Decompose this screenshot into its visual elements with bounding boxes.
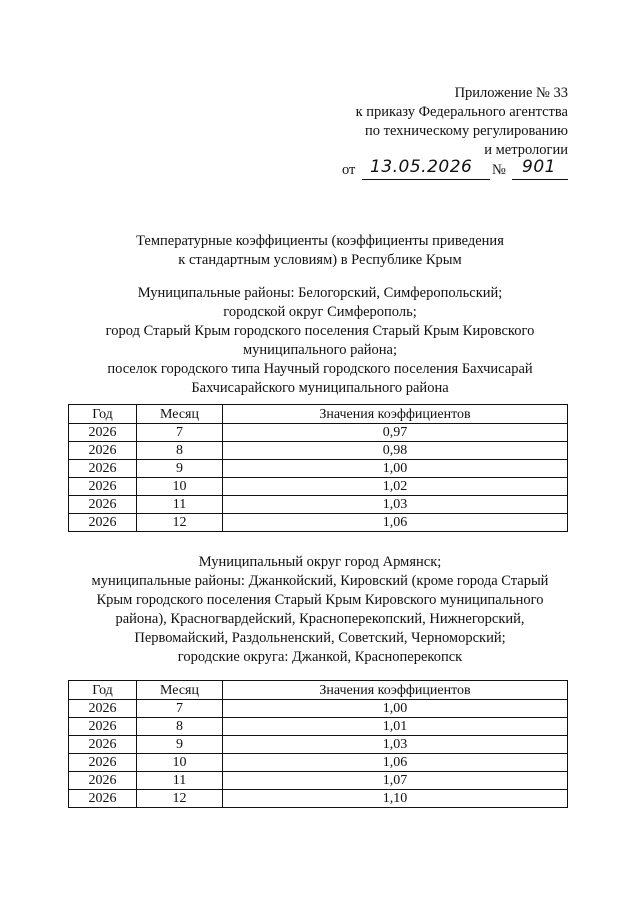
cell-value: 1,07 <box>223 772 568 790</box>
cell-value: 1,03 <box>223 496 568 514</box>
cell-value: 1,03 <box>223 736 568 754</box>
table-row <box>69 700 568 718</box>
document-title <box>40 232 600 270</box>
section1-regions <box>40 284 600 398</box>
table-row <box>69 514 568 532</box>
cell-year: 2026 <box>69 424 137 442</box>
header-year: Год <box>69 681 137 700</box>
table-row <box>69 736 568 754</box>
cell-year: 2026 <box>69 442 137 460</box>
cell-month: 7 <box>137 700 223 718</box>
header-line: и метрологии <box>484 142 568 158</box>
region-line: Муниципальный округ город Армянск; <box>198 554 442 570</box>
coefficients-table-1 <box>68 404 568 532</box>
region-line: город Старый Крым городского поселения Старый Крым Кировского <box>105 323 535 339</box>
region-line: городской округ Симферополь; <box>223 304 417 320</box>
cell-month: 8 <box>137 718 223 736</box>
coefficients-table-2 <box>68 680 568 808</box>
cell-value: 1,00 <box>223 700 568 718</box>
header-month: Месяц <box>137 681 223 700</box>
header-line: по техническому регулированию <box>364 123 568 139</box>
table-row <box>69 424 568 442</box>
cell-year: 2026 <box>69 460 137 478</box>
table-row <box>69 478 568 496</box>
cell-value: 1,01 <box>223 718 568 736</box>
cell-value: 1,06 <box>223 754 568 772</box>
region-line: поселок городского типа Научный городского поселения Бахчисарай <box>107 361 533 377</box>
region-line: Первомайский, Раздольненский, Советский, Черноморский; <box>134 630 506 646</box>
cell-month: 12 <box>137 790 223 808</box>
cell-month: 9 <box>137 460 223 478</box>
cell-year: 2026 <box>69 754 137 772</box>
region-line: района), Красногвардейский, Красноперекопский, Нижнегорский, <box>115 611 525 627</box>
cell-month: 9 <box>137 736 223 754</box>
cell-year: 2026 <box>69 772 137 790</box>
header-value: Значения коэффициентов <box>223 681 568 700</box>
cell-value: 0,98 <box>223 442 568 460</box>
cell-value: 0,97 <box>223 424 568 442</box>
table-row <box>69 754 568 772</box>
order-date-number-line <box>342 157 572 182</box>
table-row <box>69 496 568 514</box>
date-prefix: от <box>342 162 356 178</box>
cell-month: 11 <box>137 496 223 514</box>
cell-month: 8 <box>137 442 223 460</box>
title-line: Температурные коэффициенты (коэффициенты приведения <box>136 233 504 249</box>
cell-year: 2026 <box>69 478 137 496</box>
handwritten-number: 901 <box>522 157 556 177</box>
cell-year: 2026 <box>69 514 137 532</box>
header-year: Год <box>69 405 137 424</box>
cell-value: 1,00 <box>223 460 568 478</box>
table-header-row <box>69 681 568 700</box>
header-value: Значения коэффициентов <box>223 405 568 424</box>
table-row <box>69 790 568 808</box>
title-line: к стандартным условиям) в Республике Крым <box>178 252 462 268</box>
appendix-header <box>356 84 568 160</box>
cell-value: 1,02 <box>223 478 568 496</box>
section2-regions <box>40 553 600 667</box>
region-line: муниципальные районы: Джанкойский, Кировский (кроме города Старый <box>91 573 549 589</box>
cell-year: 2026 <box>69 496 137 514</box>
region-line: Крым городского поселения Старый Крым Кировского муниципального <box>96 592 544 608</box>
cell-year: 2026 <box>69 718 137 736</box>
region-line: Бахчисарайского муниципального района <box>191 380 449 396</box>
table-row <box>69 718 568 736</box>
region-line: городские округа: Джанкой, Красноперекопск <box>177 649 463 665</box>
header-month: Месяц <box>137 405 223 424</box>
cell-month: 10 <box>137 754 223 772</box>
cell-month: 7 <box>137 424 223 442</box>
region-line: Муниципальные районы: Белогорский, Симферопольский; <box>137 285 503 301</box>
header-line: Приложение № 33 <box>454 85 568 101</box>
number-underline <box>512 179 568 180</box>
table-row <box>69 442 568 460</box>
table-header-row <box>69 405 568 424</box>
cell-month: 12 <box>137 514 223 532</box>
cell-year: 2026 <box>69 790 137 808</box>
cell-year: 2026 <box>69 700 137 718</box>
date-underline <box>362 179 490 180</box>
cell-month: 11 <box>137 772 223 790</box>
cell-value: 1,10 <box>223 790 568 808</box>
table-row <box>69 460 568 478</box>
cell-year: 2026 <box>69 736 137 754</box>
header-line: к приказу Федерального агентства <box>355 104 568 120</box>
cell-month: 10 <box>137 478 223 496</box>
handwritten-date: 13.05.2026 <box>370 157 473 177</box>
table-row <box>69 772 568 790</box>
region-line: муниципального района; <box>242 342 398 358</box>
number-prefix: № <box>492 162 506 178</box>
cell-value: 1,06 <box>223 514 568 532</box>
